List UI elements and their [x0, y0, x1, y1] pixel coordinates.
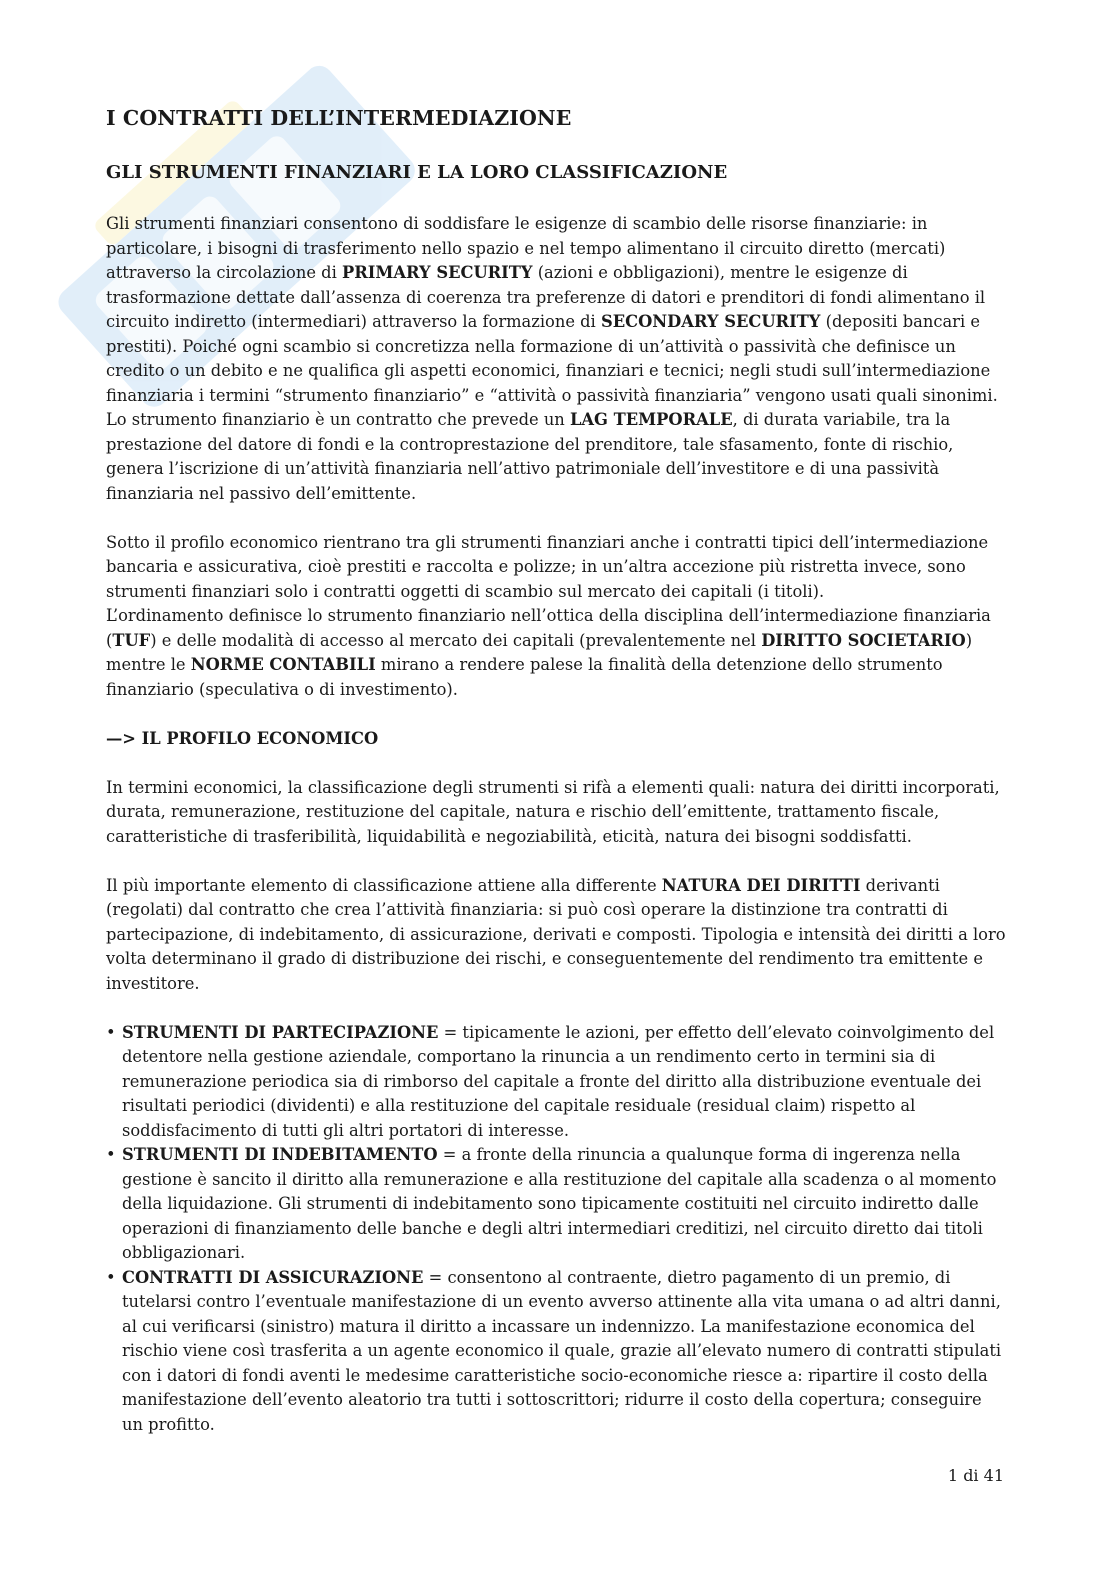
paragraph: Gli strumenti finanziari consentono di soddisfare le esigenze di scambio delle risorse finanziarie: in particolare, i bisogni di trasferimento nello spazio e nel tempo alimentano il circuito diretto (mercati) attraverso la circolazione di PRIMARY SECURITY (azioni e obbligazioni), mentre le esigenze di trasformazione dettate dall’assenza di coerenza tra preferenze di datori e prenditori di fondi alimentano il circuito indiretto (intermediari) attraverso la formazione di SECONDARY SECURITY (depositi bancari e prestiti). Poiché ogni scambio si concretizza nella formazione di un’attività o passività che definisce un credito o un debito e ne qualifica gli aspetti economici, finanziari e tecnici; negli studi sull’intermediazione finanziaria i termini “strumento finanziario” e “attività o passività finanziaria” vengono usati quali sinonimi. — [106, 214, 998, 405]
section-heading: —> IL PROFILO ECONOMICO — [106, 728, 379, 748]
document-title: I CONTRATTI DELL’INTERMEDIAZIONE — [106, 106, 572, 130]
list-item: • STRUMENTI DI PARTECIPAZIONE = tipicamente le azioni, per effetto dell’elevato coinvolgimento del detentore nella gestione aziendale, comportano la rinuncia a un rendimento certo in termini sia di remunerazione periodica sia di rimborso del capitale a fronte del diritto alla distribuzione eventuale dei risultati periodici (dividenti) e alla restituzione del capitale residuale (residual claim) rispetto al soddisfacimento di tutti gli altri portatori di interesse. — [122, 1021, 1006, 1144]
paragraph: Sotto il profilo economico rientrano tra gli strumenti finanziari anche i contratti tipici dell’intermediazione bancaria e assicurativa, cioè prestiti e raccolta e polizze; in un’altra accezione più ristretta invece, sono strumenti finanziari solo i contratti oggetti di scambio sul mercato dei capitali (i titoli). — [106, 532, 989, 601]
document-body — [106, 212, 1006, 1437]
document-subtitle: GLI STRUMENTI FINANZIARI E LA LORO CLASSIFICAZIONE — [106, 162, 728, 183]
paragraph: In termini economici, la classificazione degli strumenti si rifà a elementi quali: natura dei diritti incorporati, durata, remunerazione, restituzione del capitale, natura e rischio dell’emittente, trattamento fiscale, caratteristiche di trasferibilità, liquidabilità e negoziabilità, eticità, natura dei bisogni soddisfatti. — [106, 777, 1000, 846]
paragraph: L’ordinamento definisce lo strumento finanziario nell’ottica della disciplina dell’intermediazione finanziaria (TUF) e delle modalità di accesso al mercato dei capitali (prevalentemente nel DIRITTO SOCIETARIO) mentre le NORME CONTABILI mirano a rendere palese la finalità della detenzione dello strumento finanziario (speculativa o di investimento). — [106, 606, 991, 699]
paragraph: Lo strumento finanziario è un contratto che prevede un LAG TEMPORALE, di durata variabile, tra la prestazione del datore di fondi e la controprestazione del prenditore, tale sfasamento, fonte di rischio, genera l’iscrizione di un’attività finanziaria nell’attivo patrimoniale dell’investitore e di una passività finanziaria nel passivo dell’emittente. — [106, 410, 954, 503]
list-item: • CONTRATTI DI ASSICURAZIONE = consentono al contraente, dietro pagamento di un premio, di tutelarsi contro l’eventuale manifestazione di un evento avverso attinente alla vita umana o ad altri danni, al cui verificarsi (sinistro) matura il diritto a incassare un indennizzo. La manifestazione economica del rischio viene così trasferita a un agente economico il quale, grazie all’elevato numero di contratti stipulati con i datori di fondi aventi le medesime caratteristiche socio-economiche riesce a: ripartire il costo della manifestazione dell’evento aleatorio tra tutti i sottoscrittori; ridurre il costo della copertura; conseguire un profitto. — [122, 1266, 1006, 1438]
paragraph: Il più importante elemento di classificazione attiene alla differente NATURA DEI DIRITTI derivanti (regolati) dal contratto che crea l’attività finanziaria: si può così operare la distinzione tra contratti di partecipazione, di indebitamento, di assicurazione, derivati e composti. Tipologia e intensità dei diritti a loro volta determinano il grado di distribuzione dei rischi, e conseguentemente del rendimento tra emittente e investitore. — [106, 875, 1006, 993]
page-number: 1 di 41 — [947, 1466, 1004, 1485]
list-item: • STRUMENTI DI INDEBITAMENTO = a fronte della rinuncia a qualunque forma di ingerenza nella gestione è sancito il diritto alla remunerazione e alla restituzione del capitale alla scadenza o al momento della liquidazione. Gli strumenti di indebitamento sono tipicamente costituiti nel circuito indiretto dalle operazioni di finanziamento delle banche e degli altri intermediari creditizi, nel circuito diretto dai titoli obbligazionari. — [122, 1143, 1006, 1266]
bullet-list — [106, 1021, 1006, 1438]
